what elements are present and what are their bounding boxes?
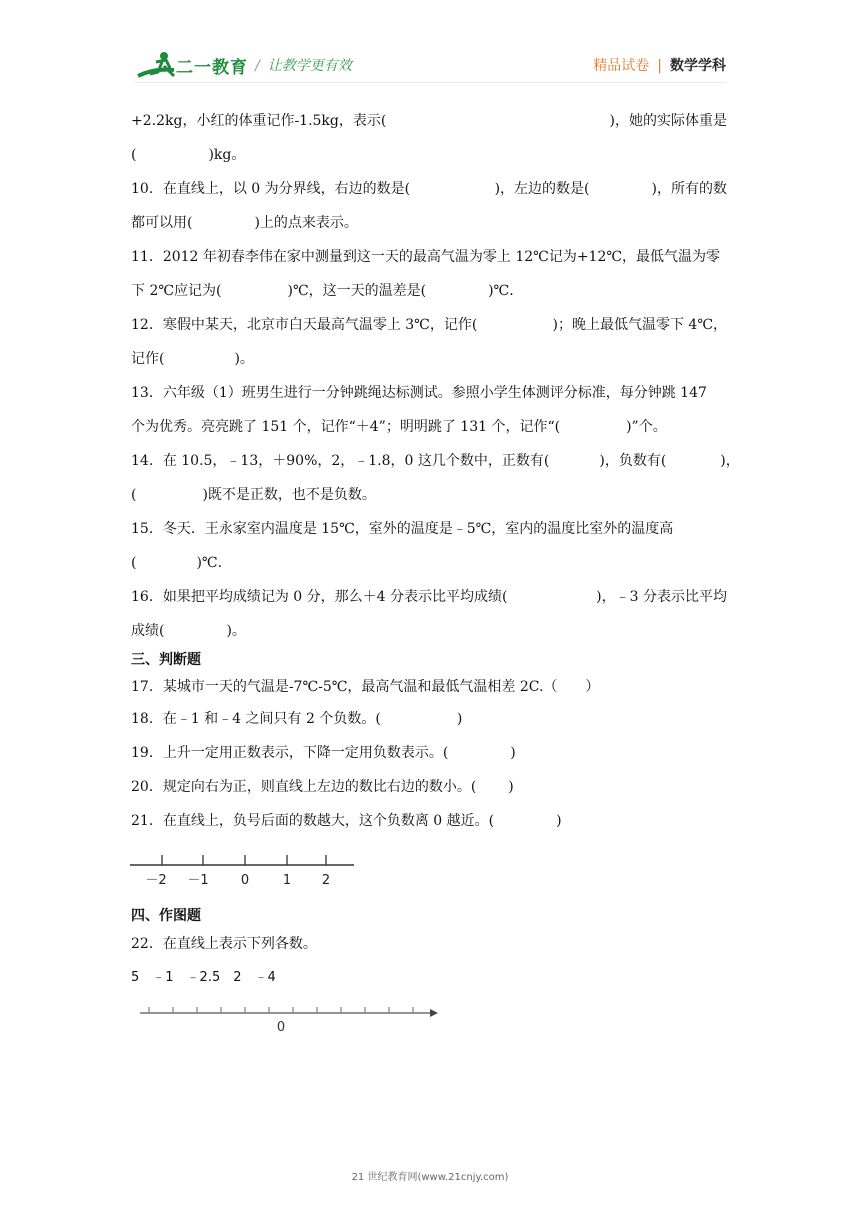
logo-text: 二一教育 [176,58,248,78]
question-9-line-2: ( )kg。 [131,147,246,163]
question-13-line-1: 13．六年级（1）班男生进行一分钟跳绳达标测试。参照小学生体测评分标准，每分钟跳 147 [131,385,707,401]
question-10-line-2: 都可以用( )上的点来表示。 [131,215,358,231]
question-19: 19．上升一定用正数表示，下降一定用负数表示。( ) [131,745,516,761]
question-12-line-1: 12．寒假中某天，北京市白天最高气温零上 3℃，记作( )；晚上最低气温零下 4℃， [131,317,727,333]
question-16-line-1: 16．如果把平均成绩记为 0 分，那么＋4 分表示比平均成绩( )，﹣3 分表示比平均 [131,589,727,605]
number-line-label: －2 [145,873,167,888]
question-15-line-1: 15．冬天．王永家室内温度是 15℃，室外的温度是﹣5℃，室内的温度比室外的温度高 [131,521,674,537]
question-15-line-2: ( )℃. [131,555,223,571]
header-divider [134,82,726,83]
question-13-line-2: 个为优秀。亮亮跳了 151 个，记作“＋4”；明明跳了 131 个，记作“( )”个。 [131,419,667,435]
question-22-numbers: 5 ﹣1 ﹣2.5 2 ﹣4 [131,970,276,985]
question-17: 17．某城市一天的气温是-7℃-5℃，最高气温和最低气温相差 2C.（ ） [131,679,600,695]
question-14-line-2: ( )既不是正数，也不是负数。 [131,487,376,503]
question-14-line-1: 14．在 10.5，﹣13，＋90%，2，﹣1.8，0 这几个数中，正数有( )，负数有( )， [131,453,740,469]
question-18: 18．在﹣1 和﹣4 之间只有 2 个负数。( ) [131,711,463,727]
question-22: 22．在直线上表示下列各数。 [131,936,317,952]
question-16-line-2: 成绩( )。 [131,623,246,639]
section-3-title: 三、判断题 [131,652,201,668]
number-line-ticks [162,855,326,865]
number-line-figure [128,846,360,890]
question-11-line-1: 11．2012 年初春李伟在家中测量到这一天的最高气温为零上 12℃记为+12℃，最低气温为零 [131,249,721,265]
number-line-label: 2 [321,873,331,888]
number-line-label: 1 [282,873,292,888]
page-header [0,0,860,90]
header-subject: 精品试卷 | 数学学科 [593,58,726,74]
section-4-title: 四、作图题 [131,908,201,924]
question-20: 20．规定向右为正，则直线上左边的数比右边的数小。( ) [131,779,514,795]
blank-number-line [132,1000,442,1036]
zero-label: 0 [276,1020,286,1035]
question-10-line-1: 10．在直线上，以 0 为分界线，右边的数是( )，左边的数是( )，所有的数 [131,181,727,197]
number-line-label: －1 [187,873,209,888]
page-footer: 21 世纪教育网(www.21cnjy.com) [351,1172,509,1183]
question-11-line-2: 下 2℃应记为( )℃，这一天的温差是( )℃. [131,283,514,299]
slogan: / 让教学更有效 [255,58,352,74]
blank-line-ticks [149,1007,413,1013]
question-12-line-2: 记作( )。 [131,351,254,367]
question-21: 21．在直线上，负号后面的数越大，这个负数离 0 越近。( ) [131,813,562,829]
number-line-label: 0 [240,873,250,888]
question-9-line-1: +2.2kg，小红的体重记作-1.5kg，表示( )，她的实际体重是 [131,113,727,129]
